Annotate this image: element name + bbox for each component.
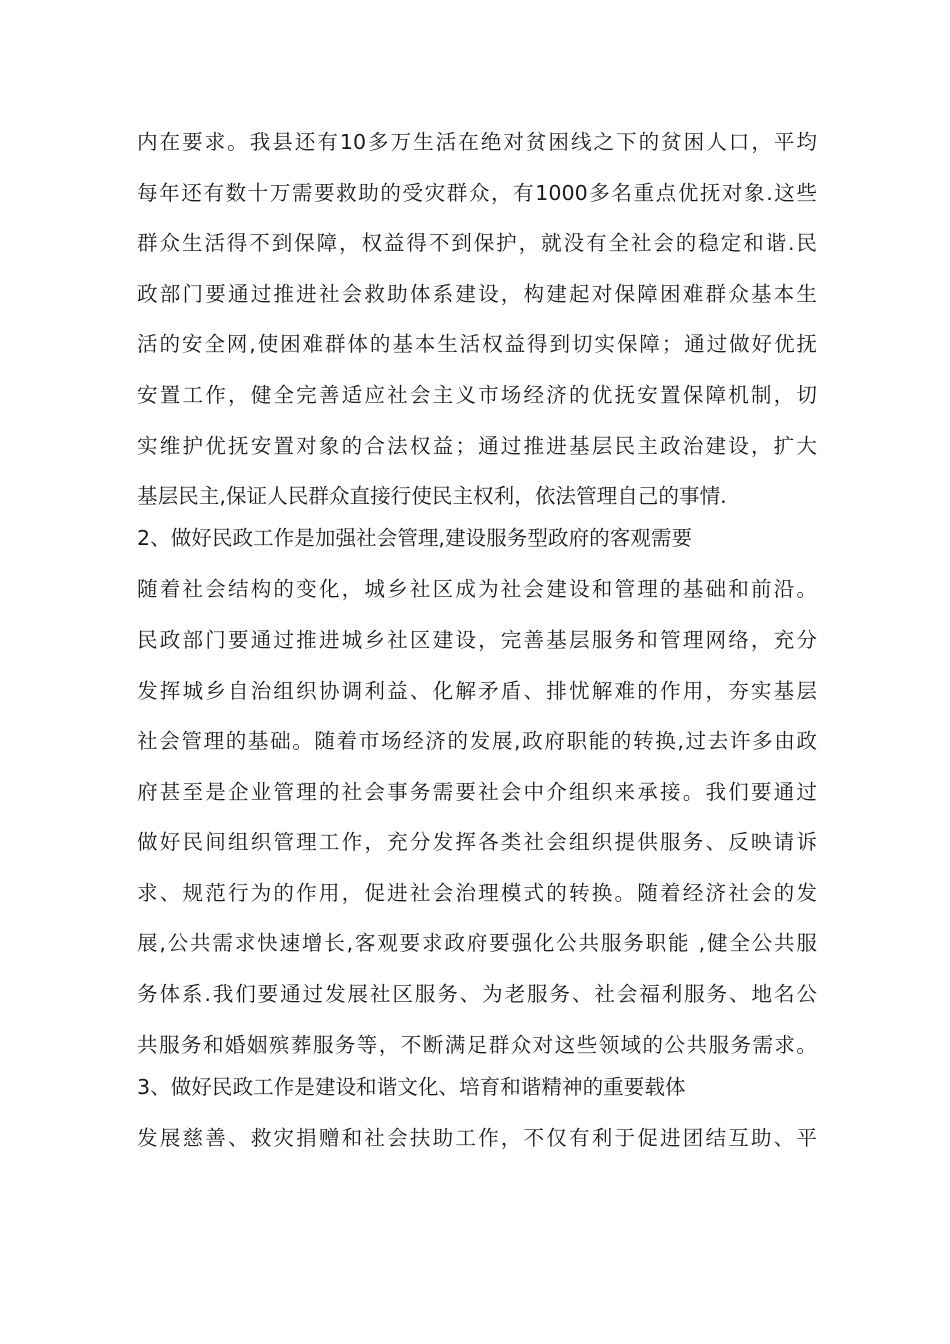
paragraph-line: 每年还有数十万需要救助的受灾群众，有1000多名重点优抚对象.这些 [137, 181, 817, 205]
paragraph-line: 展,公共需求快速增长,客观要求政府要强化公共服务职能 ,健全公共服 [137, 931, 817, 955]
paragraph-line: 随着社会结构的变化，城乡社区成为社会建设和管理的基础和前沿。 [137, 577, 817, 601]
paragraph-line: 共服务和婚姻殡葬服务等，不断满足群众对这些领域的公共服务需求。 [137, 1033, 817, 1057]
paragraph-line: 社会管理的基础。随着市场经济的发展,政府职能的转换,过去许多由政 [137, 729, 817, 753]
paragraph-line: 基层民主,保证人民群众直接行使民主权利，依法管理自己的事情. [137, 484, 727, 508]
paragraph-line: 发展慈善、救灾捐赠和社会扶助工作，不仅有利于促进团结互助、平 [137, 1126, 817, 1150]
paragraph-line: 政部门要通过推进社会救助体系建设，构建起对保障困难群众基本生 [137, 282, 817, 306]
paragraph-line: 做好民间组织管理工作，充分发挥各类社会组织提供服务、反映请诉 [137, 830, 817, 854]
paragraph-line: 府甚至是企业管理的社会事务需要社会中介组织来承接。我们要通过 [137, 780, 817, 804]
paragraph-line: 务体系.我们要通过发展社区服务、为老服务、社会福利服务、地名公 [137, 982, 817, 1006]
paragraph-line: 发挥城乡自治组织协调利益、化解矛盾、排忧解难的作用，夯实基层 [137, 679, 817, 703]
paragraph-line: 民政部门要通过推进城乡社区建设，完善基层服务和管理网络，充分 [137, 628, 817, 652]
paragraph-line: 内在要求。我县还有10多万生活在绝对贫困线之下的贫困人口，平均 [137, 130, 817, 154]
paragraph-line: 活的安全网,使困难群体的基本生活权益得到切实保障；通过做好优抚 [137, 332, 817, 356]
section-heading: 2、做好民政工作是加强社会管理,建设服务型政府的客观需要 [137, 526, 693, 550]
paragraph-line: 实维护优抚安置对象的合法权益；通过推进基层民主政治建设，扩大 [137, 434, 817, 458]
paragraph-line: 求、规范行为的作用，促进社会治理模式的转换。随着经济社会的发 [137, 881, 817, 905]
paragraph-line: 安置工作，健全完善适应社会主义市场经济的优抚安置保障机制，切 [137, 383, 817, 407]
paragraph-line: 群众生活得不到保障，权益得不到保护，就没有全社会的稳定和谐.民 [137, 231, 817, 255]
section-heading: 3、做好民政工作是建设和谐文化、培育和谐精神的重要载体 [137, 1075, 686, 1099]
